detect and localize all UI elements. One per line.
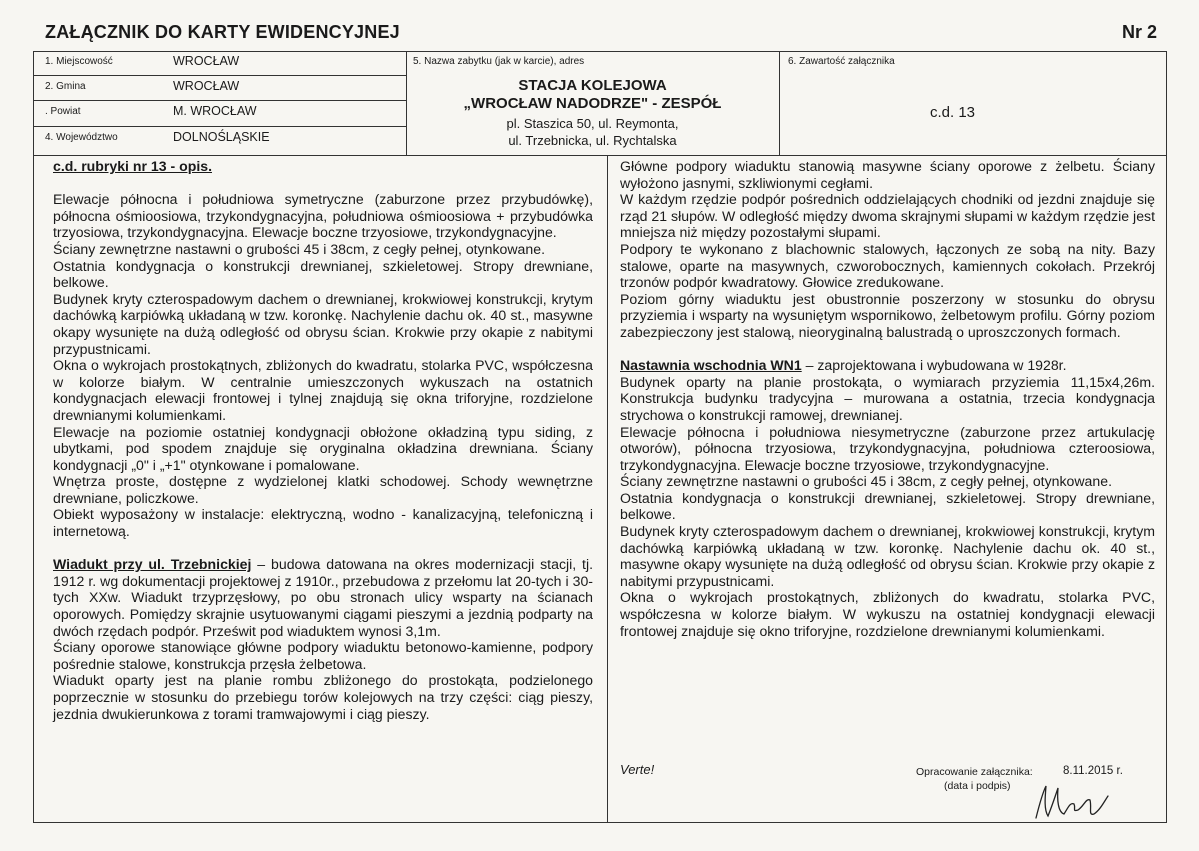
field-value: WROCŁAW <box>173 79 240 93</box>
paragraph: W każdym rzędzie podpór pośrednich oddzielających chodniki od jezdni znajduje się rząd 21 słupów. W odległość między dwoma skrajnymi słupami w każdym rzędzie jest mniejsza niż między pozostałymi słupami. <box>620 191 1155 241</box>
right-text-column <box>620 158 1155 639</box>
field-value: WROCŁAW <box>173 54 240 68</box>
field-row-commune <box>33 76 406 101</box>
paragraph: Okna o wykrojach prostokątnych, zbliżonych do kwadratu, stolarka PVC, współczesna w kolorze białym. W wykuszu na ostatniej kondygnacji elewacji frontowej znajduje się okno triforyjne, rozdzielone drewnianymi kolumienkami. <box>620 589 1155 639</box>
field-key: 1. Miejscowość <box>45 56 113 67</box>
station-name-line1: STACJA KOLEJOWA <box>518 77 667 94</box>
paragraph: Główne podpory wiaduktu stanowią masywne ściany oporowe z żelbetu. Ściany wyłożono jasnymi, szkliwionymi cegłami. <box>620 158 1155 191</box>
paragraph <box>620 357 1155 374</box>
prepared-date: 8.11.2015 r. <box>1063 765 1123 777</box>
wn1-heading: Nastawnia wschodnia WN1 <box>620 357 802 374</box>
contents-label: 6. Zawartość załącznika <box>788 56 895 67</box>
field-row-voivodeship <box>33 127 406 155</box>
paragraph: Wiadukt oparty jest na planie rombu zbliżonego do prostokąta, podzielonego poprzecznie w stosunku do przebiegu torów kolejowych na trzy części: ciąg pieszy, jezdnia dwukierunkowa z torami tramwajowymi i ciąg pieszy. <box>53 672 593 722</box>
section-heading: c.d. rubryki nr 13 - opis. <box>53 158 212 174</box>
body-divider <box>607 155 608 823</box>
field-key: 2. Gmina <box>45 81 86 92</box>
document-title: ZAŁĄCZNIK DO KARTY EWIDENCYJNEJ <box>45 22 400 42</box>
paragraph: Poziom górny wiaduktu jest obustronnie poszerzony w stosunku do obrysu przyziemia i wsparty na wysuniętym wspornikowo, żelbetowym profilu. Górny poziom zabezpieczony jest stalową, nieoryginalną balustradą o uproszczonych formach. <box>620 290 1155 340</box>
paragraph: Obiekt wyposażony w instalacje: elektryczną, wodno - kanalizacyjną, telefoniczną i internetową. <box>53 506 593 540</box>
paragraph: Wnętrza proste, dostępne z wydzielonej klatki schodowej. Schody wewnętrzne drewniane, policzkowe. <box>53 473 593 506</box>
viaduct-intro: – budowa datowana na okres modernizacji stacji, tj. 1912 r. wg dokumentacji projektowej z 1910r., przebudowa z przełomu lat 20-tych i 30-tych XXw. Wiadukt trzyprzęsłowy, po obu stronach ulicy wsparty na ścianach oporowych. Pomiędzy skrajnie usytuowanymi ciągami pieszymi a jezdnią podparty na dwóch rzędach podpór. Prześwit pod wiaduktem wynosi 3,1m. <box>53 556 594 639</box>
prepared-label: Opracowanie załącznika: <box>916 766 1033 778</box>
verte-note: Verte! <box>620 762 655 777</box>
field-key: 4. Województwo <box>45 132 118 143</box>
wn1-intro: – zaprojektowana i wybudowana w 1928r. <box>801 357 1067 374</box>
station-name-line2: „WROCŁAW NADODRZE" - ZESPÓŁ <box>463 95 722 112</box>
header-bottom-line <box>33 155 1167 156</box>
signature <box>1030 782 1120 822</box>
paragraph: Okna o wykrojach prostokątnych, zbliżonych do kwadratu, stolarka PVC, współczesna w kolorze białym. W centralnie umieszczonych wykuszach na ostatnich kondygnacjach elewacji frontowej i tylnej znajdują się okna triforyjne, rozdzielone drewnianymi kolumienkami. <box>53 357 593 423</box>
paragraph <box>53 556 593 639</box>
document-number: Nr 2 <box>1121 22 1157 42</box>
field-value: M. WROCŁAW <box>173 104 257 118</box>
paragraph: Budynek kryty czterospadowym dachem o drewnianej, krokwiowej konstrukcji, krytym dachówką karpiówką układaną w tzw. koronkę. Nachylenie dachu ok. 40 st., masywne okapy wysunięte na dużą odległość od obrysu ścian. Krokwie przy okapie z nabitymi przypustnicami. <box>620 523 1155 589</box>
paragraph: Ściany oporowe stanowiące główne podpory wiaduktu betonowo-kamienne, podpory pośrednie stalowe, konstrukcja przęsła żelbetowa. <box>53 639 593 672</box>
station-address-line1: pl. Staszica 50, ul. Reymonta, <box>506 116 679 131</box>
contents-value: c.d. 13 <box>930 104 976 121</box>
paragraph: Budynek kryty czterospadowym dachem o drewnianej, krokwiowej konstrukcji, krytym dachówką karpiówką układaną w tzw. koronkę. Nachylenie dachu ok. 40 st., masywne okapy wysunięte na dużą odległość od obrysu ścian. Krokwie przy okapie z nabitymi przypustnicami. <box>53 290 593 357</box>
field-key: . Powiat <box>45 106 81 117</box>
field-row-county <box>33 101 406 127</box>
paragraph: Ostatnia kondygnacja o konstrukcji drewnianej, szkieletowej. Stropy drewniane, belkowe. <box>620 489 1155 523</box>
paragraph: Ściany zewnętrzne nastawni o grubości 45 i 38cm, z cegły pełnej, otynkowane. <box>53 240 545 257</box>
paragraph: Ostatnia kondygnacja o konstrukcji drewnianej, szkieletowej. Stropy drewniane, belkowe. <box>53 257 593 291</box>
field-value: DOLNOŚLĄSKIE <box>173 130 270 144</box>
station-address-line2: ul. Trzebnicka, ul. Rychtalska <box>508 133 677 148</box>
paragraph: Podpory te wykonano z blachownic stalowych, łączonych ze sobą na nity. Bazy stalowe, oparte na masywnych, czworobocznych, kamiennych cokołach. Przekrój trzonów podpór kwadratowy. Głowice zredukowane. <box>620 240 1155 291</box>
paragraph: Elewacje północna i południowa niesymetryczne (zaburzone przez artukulację otworów), północna trzyosiowa, trzykondygnacyjna, południowa czteroosiowa, trzykondygnacyjna. Elewacje boczne trzyosiowe, trzykondygnacyjne. <box>620 423 1155 473</box>
field-row-locality <box>33 51 406 76</box>
header-divider-2 <box>779 51 780 155</box>
viaduct-heading: Wiadukt przy ul. Trzebnickiej <box>53 556 252 573</box>
monument-label: 5. Nazwa zabytku (jak w karcie), adres <box>413 56 585 67</box>
paragraph: Ściany zewnętrzne nastawni o grubości 45 i 38cm, z cegły pełnej, otynkowane. <box>620 473 1112 490</box>
prepared-sublabel: (data i podpis) <box>944 780 1011 792</box>
paragraph: Budynek oparty na planie prostokąta, o wymiarach przyziemia 11,15x4,26m. Konstrukcja budynku tradycyjna – murowana a ostatnia, trzecia kondygnacja strychowa o konstrukcji ramowej, drewnianej. <box>620 373 1155 423</box>
left-text-column <box>53 158 593 722</box>
paragraph: Elewacje północna i południowa symetryczne (zaburzone przez przybudówkę), północna ośmioosiowa, trzykondygnacyjna, południowa ośmioosiowa + przybudówka trzyosiowa, trzykondygnacyjna. Elewacje boczne trzyosiowe, trzykondygnacyjne. <box>53 191 593 241</box>
paragraph: Elewacje na poziomie ostatniej kondygnacji obłożone okładziną typu siding, z ubytkami, pod spodem znajduje się oryginalna okładzina drewniana. Ściany kondygnacji „0" i „+1" otynkowane i pomalowane. <box>53 423 593 473</box>
